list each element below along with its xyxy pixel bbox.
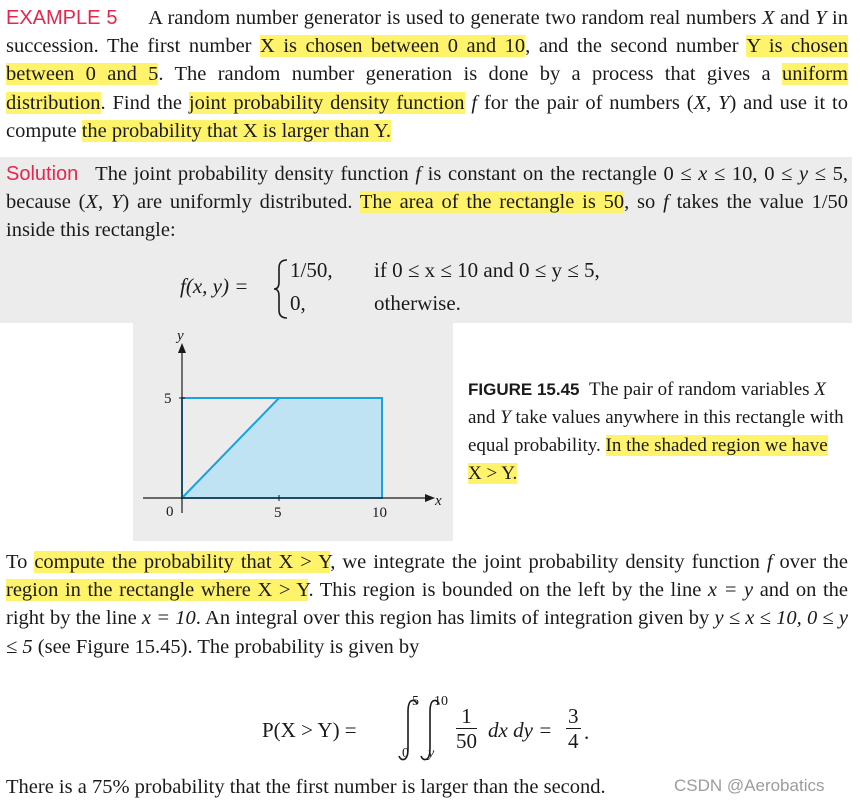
differentials: dx dy = [488,718,553,742]
y-axis-arrow-icon [178,343,186,353]
tick-label-y5: 5 [164,391,172,407]
highlight-uniform: uniform distribution [6,63,848,114]
inner-upper-limit: 10 [434,694,448,709]
case2-value: 0, [290,291,306,315]
example-paragraph: EXAMPLE 5 A random number generator is used to generate two random real numbers X and Y in succession. The first number X is chosen between 0 and 10, and the second number Y is chosen between 0 and 5. The random number generation is done by a process that gives a uniform distribution. Find the joint probability density function f for the pair of numbers (X, Y) and use it to compute the probability that X is larger than Y. [6,7,848,142]
highlight-joint-pdf: joint probability density function [188,91,465,114]
figure-label: FIGURE 15.45 [468,380,580,399]
figure-caption: FIGURE 15.45 The pair of random variables X and Y take values anywhere in this rectangle with equal probability. In the shaded region we have X > Y. [468,379,844,484]
highlight-compute-probability: compute the probability that X > Y [34,551,331,573]
highlight-probability-goal: the probability that X is larger than Y. [81,119,392,142]
csdn-watermark: CSDN @Aerobatics [674,776,825,795]
case2-condition: otherwise. [374,291,461,315]
case1-condition: if 0 ≤ x ≤ 10 and 0 ≤ y ≤ 5, [374,258,600,282]
tick-label-x5: 5 [274,505,282,521]
integration-paragraph: To compute the probability that X > Y, we integrate the joint probability density function f over the region in the rectangle where X > Y. This region is bounded on the left by the line x = y and on the right by the line x = 10. An integral over this region has limits of integration given by y ≤ x ≤ 10, 0 ≤ y ≤ 5 (see Figure 15.45). The probability is given by [6,551,849,658]
highlight-area: The area of the rectangle is 50 [359,191,625,214]
x-axis-arrow-icon [425,494,435,502]
outer-upper-limit: 5 [412,694,419,709]
tick-label-x10: 10 [372,505,387,521]
highlight-region: region in the rectangle where X > Y [6,579,309,602]
pdf-lhs: f(x, y) = [180,274,249,298]
conclusion-line: There is a 75% probability that the first number is larger than the second. [6,776,606,798]
integral-lhs: P(X > Y) = [262,718,357,742]
highlight-shaded-region: In the shaded region we have X > Y. [468,435,828,484]
piecewise-equation [180,258,740,318]
probability-integral: P(X > Y) = 5 0 10 y $\frac{1}{50}$ dx dy = $\frac{3}{4}$ . [262,694,590,761]
highlight-y-range: Y is chosen between 0 and 5 [6,35,848,86]
left-brace-icon [273,258,289,320]
highlight-x-range: X is chosen between 0 and 10 [260,35,526,58]
outer-lower-limit: 0 [402,746,409,761]
tick-label-0: 0 [166,504,174,520]
result-fraction: $\frac{3}{4}$ [568,704,579,753]
case1-value: 1/50, [290,258,333,282]
solution-paragraph: Solution The joint probability density function f is constant on the rectangle 0 ≤ x ≤ 10, 0 ≤ y ≤ 5, because (X, Y) are uniformly distributed. The area of the rectangle is 50, so f takes the value 1/50 inside this rectangle: [6,163,849,242]
example-heading: EXAMPLE 5 [6,7,118,29]
solution-heading: Solution [6,163,79,185]
shaded-region [182,398,382,498]
figure-15-45-graph [133,323,453,541]
inner-lower-limit: y [428,746,435,761]
axis-y-label: y [177,328,184,344]
integrand-fraction: $\frac{1}{50}$ [456,704,477,753]
axis-x-label: x [435,493,442,509]
